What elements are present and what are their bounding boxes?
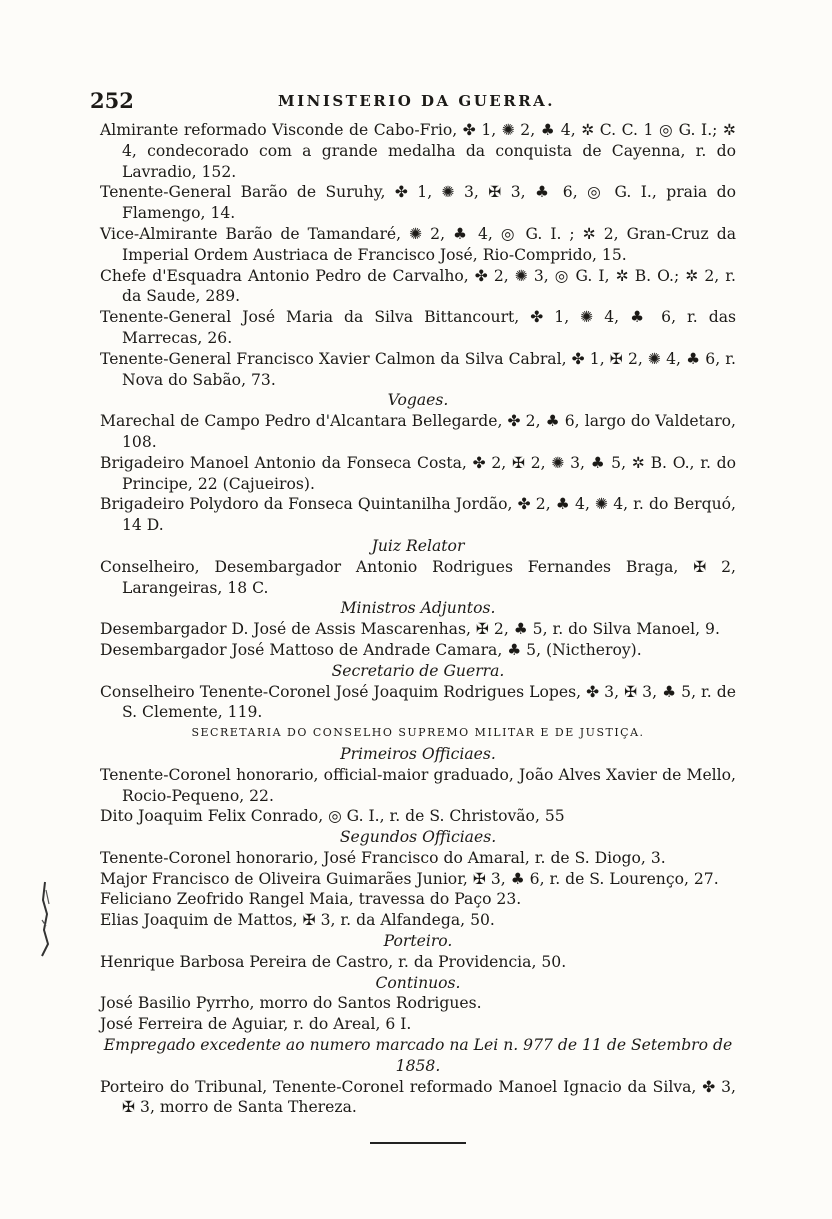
list-entry: Desembargador D. José de Assis Mascarenhas, ✠ 2, ♣ 5, r. do Silva Manoel, 9.	[100, 620, 720, 639]
list-entry: Henrique Barbosa Pereira de Castro, r. da Providencia, 50.	[100, 952, 567, 971]
list-entry: Tenente-General José Maria da Silva Bittancourt, ✤ 1, ✺ 4, ♣ 6, r. das Marrecas, 26.	[100, 308, 736, 347]
list-entry: Tenente-Coronel honorario, José Francisco do Amaral, r. de S. Diogo, 3.	[100, 848, 666, 867]
list-entry: Brigadeiro Polydoro da Fonseca Quintanilha Jordão, ✤ 2, ♣ 4, ✺ 4, r. do Berquó, 14 D.	[100, 495, 736, 535]
list-entry: Porteiro do Tribunal, Tenente-Coronel reformado Manoel Ignacio da Silva, ✤ 3, ✠ 3, morro de Santa Thereza.	[100, 1077, 736, 1117]
section-heading: Secretario de Guerra.	[331, 661, 505, 680]
section-heading: Juiz Relator	[371, 536, 465, 555]
list-entry: Elias Joaquim de Mattos, ✠ 3, r. da Alfandega, 50.	[100, 911, 495, 930]
list-entry: Vice-Almirante Barão de Tamandaré, ✺ 2, ♣ 4, ◎ G. I. ; ✲ 2, Gran-Cruz da Imperial Ordem Austriaca de Francisco José, Rio-Comprido, 15.	[100, 224, 736, 264]
list-entry: Feliciano Zeofrido Rangel Maia, travessa do Paço 23.	[100, 890, 522, 909]
list-entry: Almirante reformado Visconde de Cabo-Frio, ✤ 1, ✺ 2, ♣ 4, ✲ C. C. 1 ◎ G. I.; ✲ 4, condecorado com a grande medalha da conquista de Cayenna, r. do Lavradio, 152.	[100, 121, 736, 181]
page-header	[90, 88, 730, 114]
section-heading: Porteiro.	[383, 932, 453, 951]
subsection-title: SECRETARIA DO CONSELHO SUPREMO MILITAR E DE JUSTIÇA.	[191, 726, 645, 740]
list-entry: José Basilio Pyrrho, morro do Santos Rodrigues.	[100, 994, 482, 1013]
closing-rule	[370, 1142, 466, 1144]
list-entry: José Ferreira de Aguiar, r. do Areal, 6 I.	[100, 1015, 412, 1034]
list-entry: Tenente-General Francisco Xavier Calmon da Silva Cabral, ✤ 1, ✠ 2, ✺ 4, ♣ 6, r. Nova do Sabão, 73.	[100, 349, 736, 389]
list-entry: Conselheiro Tenente-Coronel José Joaquim Rodrigues Lopes, ✤ 3, ✠ 3, ♣ 5, r. de S. Clemente, 119.	[100, 682, 736, 722]
list-entry: Conselheiro, Desembargador Antonio Rodrigues Fernandes Braga, ✠ 2, Larangeiras, 18 C.	[100, 557, 736, 597]
running-title: MINISTERIO DA GUERRA.	[278, 92, 556, 110]
section-heading: Primeiros Officiaes.	[340, 744, 496, 763]
section-heading: Segundos Officiaes.	[339, 828, 497, 847]
page-body	[100, 120, 736, 1144]
list-entry: Chefe d'Esquadra Antonio Pedro de Carvalho, ✤ 2, ✺ 3, ◎ G. I, ✲ B. O.; ✲ 2, r. da Saude, 289.	[100, 266, 736, 306]
list-entry: Tenente-Coronel honorario, official-maior graduado, João Alves Xavier de Mello, Rocio-Pequeno, 22.	[100, 765, 736, 805]
list-entry: Marechal de Campo Pedro d'Alcantara Bellegarde, ✤ 2, ♣ 6, largo do Valdetaro, 108.	[100, 412, 736, 451]
margin-ink-mark	[36, 880, 54, 958]
list-entry: Desembargador José Mattoso de Andrade Camara, ♣ 5, (Nictheroy).	[100, 640, 642, 659]
section-heading: Vogaes.	[387, 391, 449, 410]
page-number: 252	[90, 88, 134, 113]
list-entry: Tenente-General Barão de Suruhy, ✤ 1, ✺ 3, ✠ 3, ♣ 6, ◎ G. I., praia do Flamengo, 14.	[100, 183, 736, 223]
list-entry: Major Francisco de Oliveira Guimarães Junior, ✠ 3, ♣ 6, r. de S. Lourenço, 27.	[100, 869, 719, 888]
footnote-heading: Empregado excedente ao numero marcado na Lei n. 977 de 11 de Setembro de 1858.	[103, 1036, 733, 1075]
section-heading: Continuos.	[375, 973, 461, 992]
list-entry: Brigadeiro Manoel Antonio da Fonseca Costa, ✤ 2, ✠ 2, ✺ 3, ♣ 5, ✲ B. O., r. do Principe, 22 (Cajueiros).	[100, 453, 736, 493]
section-heading: Ministros Adjuntos.	[340, 599, 496, 618]
list-entry: Dito Joaquim Felix Conrado, ◎ G. I., r. de S. Christovão, 55	[100, 807, 565, 826]
